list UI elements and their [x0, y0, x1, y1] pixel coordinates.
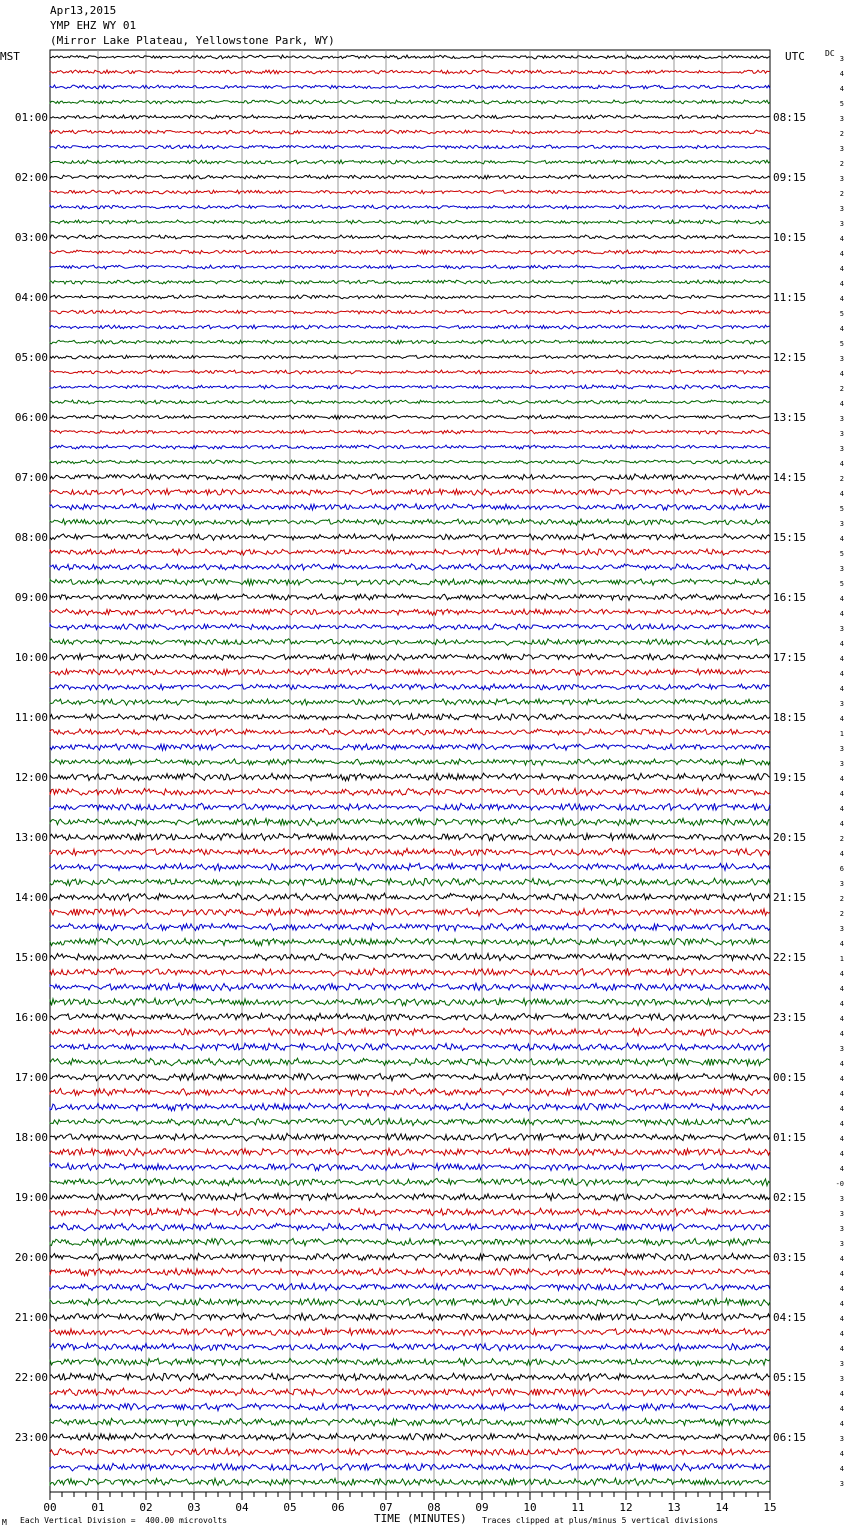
seismic-trace [50, 175, 770, 179]
dc-column-label: DC [825, 49, 835, 58]
x-tick-label: 04 [235, 1501, 249, 1514]
seismic-trace [50, 295, 770, 299]
dc-offset-label: 4 [839, 595, 844, 603]
left-hour-label: 03:00 [14, 231, 48, 244]
dc-offset-label: 4 [839, 1030, 844, 1038]
left-hour-label: 16:00 [14, 1011, 48, 1024]
dc-offset-label: 4 [839, 1405, 844, 1413]
x-tick-label: 11 [571, 1501, 585, 1514]
right-hour-label: 09:15 [773, 171, 807, 184]
seismic-trace [50, 1133, 770, 1141]
seismic-trace [50, 160, 770, 164]
seismic-trace [50, 1178, 770, 1186]
seismic-trace [50, 1448, 770, 1455]
seismic-trace [50, 1283, 770, 1290]
seismic-trace [50, 1118, 770, 1125]
left-hour-label: 01:00 [14, 111, 48, 124]
left-hour-label: 08:00 [14, 531, 48, 544]
dc-offset-label: 4 [839, 1420, 844, 1428]
dc-offset-label: 4 [839, 1285, 844, 1293]
seismic-trace [50, 893, 770, 901]
seismic-trace [50, 235, 770, 239]
right-hour-label: 21:15 [773, 891, 807, 904]
seismic-trace [50, 355, 770, 359]
x-tick-label: 03 [187, 1501, 201, 1514]
seismic-trace [50, 848, 770, 856]
right-hour-label: 16:15 [773, 591, 807, 604]
right-hour-label: 14:15 [773, 471, 807, 484]
seismic-trace [50, 1373, 770, 1381]
seismic-trace [50, 699, 770, 705]
seismic-trace [50, 460, 770, 464]
dc-offset-label: 3 [839, 115, 844, 123]
seismic-trace [50, 1268, 770, 1276]
right-timezone-label: UTC [785, 50, 805, 63]
seismic-trace [50, 714, 770, 720]
seismic-trace [50, 1013, 770, 1021]
dc-offset-label: 4 [839, 640, 844, 648]
dc-offset-label: 5 [839, 310, 844, 318]
x-tick-label: 05 [283, 1501, 297, 1514]
dc-offset-label: 3 [839, 205, 844, 213]
seismic-trace [50, 579, 770, 585]
dc-offset-label: 4 [839, 1450, 844, 1458]
x-tick-label: 08 [427, 1501, 441, 1514]
dc-offset-label: 4 [839, 85, 844, 93]
seismic-trace [50, 789, 770, 796]
left-hour-label: 18:00 [14, 1131, 48, 1144]
seismic-trace [50, 205, 770, 209]
dc-offset-label: 4 [839, 1165, 844, 1173]
right-hour-label: 11:15 [773, 291, 807, 304]
dc-offset-label: 4 [839, 1135, 844, 1143]
dc-offset-label: 3 [839, 1045, 844, 1053]
left-hour-label: 19:00 [14, 1191, 48, 1204]
x-tick-label: 01 [91, 1501, 105, 1514]
seismic-trace [50, 1223, 770, 1231]
footer-scale-note: Each Vertical Division = 400.00 microvolts [20, 1516, 228, 1525]
dc-offset-label: 4 [839, 1150, 844, 1158]
dc-offset-label: 5 [839, 340, 844, 348]
x-tick-label: 02 [139, 1501, 153, 1514]
left-hour-label: 21:00 [14, 1311, 48, 1324]
dc-offset-label: 4 [839, 985, 844, 993]
left-hour-label: 09:00 [14, 591, 48, 604]
seismic-trace [50, 100, 770, 104]
dc-offset-label: 4 [839, 1465, 844, 1473]
seismic-trace [50, 474, 770, 481]
dc-offset-label: 3 [839, 760, 844, 768]
left-hour-label: 17:00 [14, 1071, 48, 1084]
dc-offset-label: 4 [839, 1120, 844, 1128]
dc-offset-label: 3 [839, 430, 844, 438]
dc-offset-label: 4 [839, 655, 844, 663]
x-tick-label: 14 [715, 1501, 729, 1514]
seismic-trace [50, 1148, 770, 1155]
dc-offset-label: 4 [839, 265, 844, 273]
seismic-trace [50, 340, 770, 344]
seismic-trace [50, 325, 770, 329]
dc-offset-label: 4 [839, 1105, 844, 1113]
seismic-trace [50, 1329, 770, 1336]
seismic-trace [50, 833, 770, 840]
x-tick-label: 13 [667, 1501, 681, 1514]
dc-offset-label: 3 [839, 565, 844, 573]
x-tick-label: 00 [43, 1501, 57, 1514]
dc-offset-label: 3 [839, 700, 844, 708]
seismic-trace [50, 1163, 770, 1170]
seismic-trace [50, 115, 770, 119]
dc-offset-label: 4 [839, 295, 844, 303]
seismic-trace [50, 1403, 770, 1410]
footer-clip-note: Traces clipped at plus/minus 5 vertical divisions [482, 1516, 719, 1525]
dc-offset-label: 3 [839, 625, 844, 633]
seismic-trace [50, 669, 770, 675]
left-hour-label: 23:00 [14, 1431, 48, 1444]
seismic-trace [50, 983, 770, 990]
dc-offset-label: 5 [839, 550, 844, 558]
dc-offset-label: 3 [839, 880, 844, 888]
dc-offset-label: 4 [839, 1090, 844, 1098]
seismic-trace [50, 759, 770, 765]
seismic-trace [50, 968, 770, 976]
right-hour-label: 02:15 [773, 1191, 807, 1204]
right-hour-label: 20:15 [773, 831, 807, 844]
seismic-trace [50, 519, 770, 525]
dc-offset-label: 3 [839, 445, 844, 453]
seismic-trace [50, 938, 770, 946]
trace-layer [50, 55, 770, 1486]
seismic-trace [50, 445, 770, 449]
seismic-trace [50, 1343, 770, 1351]
seismic-trace [50, 55, 770, 59]
x-tick-label: 10 [523, 1501, 537, 1514]
seismic-trace [50, 954, 770, 961]
seismic-trace [50, 1358, 770, 1365]
left-hour-label: 04:00 [14, 291, 48, 304]
dc-offset-label: 4 [839, 970, 844, 978]
dc-offset-label: 3 [839, 925, 844, 933]
dc-offset-label: 3 [839, 220, 844, 228]
seismic-trace [50, 1388, 770, 1396]
right-hour-label: 12:15 [773, 351, 807, 364]
seismic-trace [50, 400, 770, 404]
left-hour-label: 02:00 [14, 171, 48, 184]
x-axis-title: TIME (MINUTES) [374, 1512, 467, 1525]
left-hour-label: 10:00 [14, 651, 48, 664]
right-hour-label: 13:15 [773, 411, 807, 424]
dc-offset-label: 4 [839, 685, 844, 693]
dc-offset-label: 3 [839, 1435, 844, 1443]
dc-offset-label: 3 [839, 1360, 844, 1368]
seismic-trace [50, 534, 770, 540]
right-hour-label: 10:15 [773, 231, 807, 244]
dc-offset-label: 3 [839, 1480, 844, 1488]
seismic-trace [50, 609, 770, 615]
dc-offset-label: 4 [839, 820, 844, 828]
left-hour-label: 22:00 [14, 1371, 48, 1384]
seismic-trace [50, 265, 770, 269]
seismic-trace [50, 85, 770, 89]
seismic-trace [50, 684, 770, 690]
dc-offset-label: 4 [839, 235, 844, 243]
dc-offset-label: 1 [839, 955, 844, 963]
seismic-trace [50, 1238, 770, 1245]
x-tick-label: 09 [475, 1501, 489, 1514]
dc-offset-label: 4 [839, 715, 844, 723]
seismic-trace [50, 863, 770, 870]
seismic-trace [50, 220, 770, 224]
seismic-trace [50, 744, 770, 750]
seismic-trace [50, 145, 770, 149]
dc-offset-label: 2 [839, 190, 844, 198]
seismic-trace [50, 654, 770, 660]
seismic-trace [50, 1103, 770, 1111]
seismic-trace [50, 639, 770, 646]
dc-offset-label: -0 [835, 1180, 844, 1188]
seismic-trace [50, 130, 770, 134]
x-tick-label: 15 [763, 1501, 777, 1514]
dc-offset-label: 4 [839, 1015, 844, 1023]
seismic-trace [50, 1073, 770, 1080]
dc-offset-label: 3 [839, 1375, 844, 1383]
right-hour-label: 18:15 [773, 711, 807, 724]
seismic-trace [50, 1478, 770, 1485]
seismic-trace [50, 1058, 770, 1066]
dc-offset-label: 4 [839, 805, 844, 813]
dc-offset-label: 4 [839, 790, 844, 798]
right-hour-label: 01:15 [773, 1131, 807, 1144]
dc-offset-label: 4 [839, 1270, 844, 1278]
left-hour-label: 06:00 [14, 411, 48, 424]
right-hour-label: 22:15 [773, 951, 807, 964]
seismic-trace [50, 190, 770, 194]
header-station: YMP EHZ WY 01 [50, 19, 137, 32]
dc-offset-label: 4 [839, 1390, 844, 1398]
dc-offset-label: 2 [839, 130, 844, 138]
dc-offset-label: 3 [839, 415, 844, 423]
dc-offset-label: 3 [839, 745, 844, 753]
dc-offset-label: 4 [839, 325, 844, 333]
right-hour-label: 05:15 [773, 1371, 807, 1384]
seismic-trace [50, 1313, 770, 1321]
dc-offset-label: 3 [839, 55, 844, 63]
dc-offset-label: 3 [839, 1225, 844, 1233]
dc-offset-label: 2 [839, 160, 844, 168]
dc-offset-label: 4 [839, 1330, 844, 1338]
dc-offset-label: 4 [839, 670, 844, 678]
dc-offset-label: 5 [839, 100, 844, 108]
seismic-trace [50, 504, 770, 510]
dc-offset-label: 4 [839, 1000, 844, 1008]
dc-offset-label: 3 [839, 520, 844, 528]
left-hour-label: 15:00 [14, 951, 48, 964]
right-hour-label: 08:15 [773, 111, 807, 124]
dc-offset-label: 4 [839, 940, 844, 948]
dc-offset-label: 4 [839, 1060, 844, 1068]
label-layer [15, 55, 844, 1514]
seismic-trace [50, 280, 770, 284]
left-hour-label: 07:00 [14, 471, 48, 484]
dc-offset-label: 3 [839, 355, 844, 363]
dc-offset-label: 6 [839, 865, 844, 873]
left-hour-label: 20:00 [14, 1251, 48, 1264]
seismic-trace [50, 70, 770, 74]
dc-offset-label: 5 [839, 580, 844, 588]
left-timezone-label: MST [0, 50, 20, 63]
seismic-trace [50, 1463, 770, 1471]
dc-offset-label: 4 [839, 1075, 844, 1083]
seismic-trace [50, 385, 770, 389]
seismic-trace [50, 773, 770, 781]
right-hour-label: 04:15 [773, 1311, 807, 1324]
dc-offset-label: 4 [839, 1315, 844, 1323]
left-hour-label: 12:00 [14, 771, 48, 784]
dc-offset-label: 4 [839, 490, 844, 498]
dc-offset-label: 4 [839, 400, 844, 408]
seismic-trace [50, 310, 770, 314]
seismic-trace [50, 1418, 770, 1426]
footer-mark: M [2, 1518, 7, 1527]
left-hour-label: 05:00 [14, 351, 48, 364]
left-hour-label: 13:00 [14, 831, 48, 844]
dc-offset-label: 4 [839, 1345, 844, 1353]
x-tick-label: 07 [379, 1501, 393, 1514]
dc-offset-label: 4 [839, 850, 844, 858]
left-hour-label: 11:00 [14, 711, 48, 724]
dc-offset-label: 3 [839, 1195, 844, 1203]
seismic-trace [50, 1253, 770, 1261]
seismic-trace [50, 729, 770, 735]
dc-offset-label: 2 [839, 385, 844, 393]
right-hour-label: 19:15 [773, 771, 807, 784]
dc-offset-label: 5 [839, 505, 844, 513]
seismic-trace [50, 818, 770, 825]
seismic-trace [50, 1433, 770, 1440]
seismic-trace [50, 998, 770, 1005]
dc-offset-label: 4 [839, 535, 844, 543]
dc-offset-label: 4 [839, 70, 844, 78]
x-tick-label: 12 [619, 1501, 633, 1514]
dc-offset-label: 3 [839, 1210, 844, 1218]
right-hour-label: 03:15 [773, 1251, 807, 1264]
dc-offset-label: 4 [839, 280, 844, 288]
right-hour-label: 23:15 [773, 1011, 807, 1024]
right-hour-label: 17:15 [773, 651, 807, 664]
header-location: (Mirror Lake Plateau, Yellowstone Park, WY) [50, 34, 335, 47]
dc-offset-label: 1 [839, 730, 844, 738]
header-date: Apr13,2015 [50, 4, 117, 17]
seismic-trace [50, 1208, 770, 1216]
seismic-trace [50, 1088, 770, 1096]
dc-offset-label: 4 [839, 1255, 844, 1263]
seismic-trace [50, 1298, 770, 1306]
dc-offset-label: 2 [839, 475, 844, 483]
right-hour-label: 00:15 [773, 1071, 807, 1084]
seismic-trace [50, 549, 770, 555]
seismic-trace [50, 1028, 770, 1035]
dc-offset-label: 4 [839, 610, 844, 618]
dc-offset-label: 2 [839, 835, 844, 843]
seismic-trace [50, 489, 770, 495]
seismic-trace [50, 415, 770, 419]
dc-offset-label: 3 [839, 175, 844, 183]
seismic-trace [50, 594, 770, 600]
right-hour-label: 15:15 [773, 531, 807, 544]
seismic-trace [50, 250, 770, 254]
left-hour-label: 14:00 [14, 891, 48, 904]
seismic-trace [50, 1043, 770, 1051]
seismic-trace [50, 624, 770, 630]
dc-offset-label: 3 [839, 145, 844, 153]
seismic-trace [50, 564, 770, 570]
seismic-trace [50, 430, 770, 434]
seismic-trace [50, 803, 770, 811]
dc-offset-label: 4 [839, 775, 844, 783]
dc-offset-label: 4 [839, 1300, 844, 1308]
dc-offset-label: 2 [839, 895, 844, 903]
seismic-trace [50, 923, 770, 931]
seismic-trace [50, 370, 770, 374]
dc-offset-label: 4 [839, 250, 844, 258]
dc-offset-label: 2 [839, 910, 844, 918]
x-tick-label: 06 [331, 1501, 345, 1514]
right-hour-label: 06:15 [773, 1431, 807, 1444]
dc-offset-label: 4 [839, 460, 844, 468]
dc-offset-label: 3 [839, 1240, 844, 1248]
seismic-trace [50, 878, 770, 886]
dc-offset-label: 4 [839, 370, 844, 378]
seismic-trace [50, 908, 770, 915]
seismic-trace [50, 1193, 770, 1200]
